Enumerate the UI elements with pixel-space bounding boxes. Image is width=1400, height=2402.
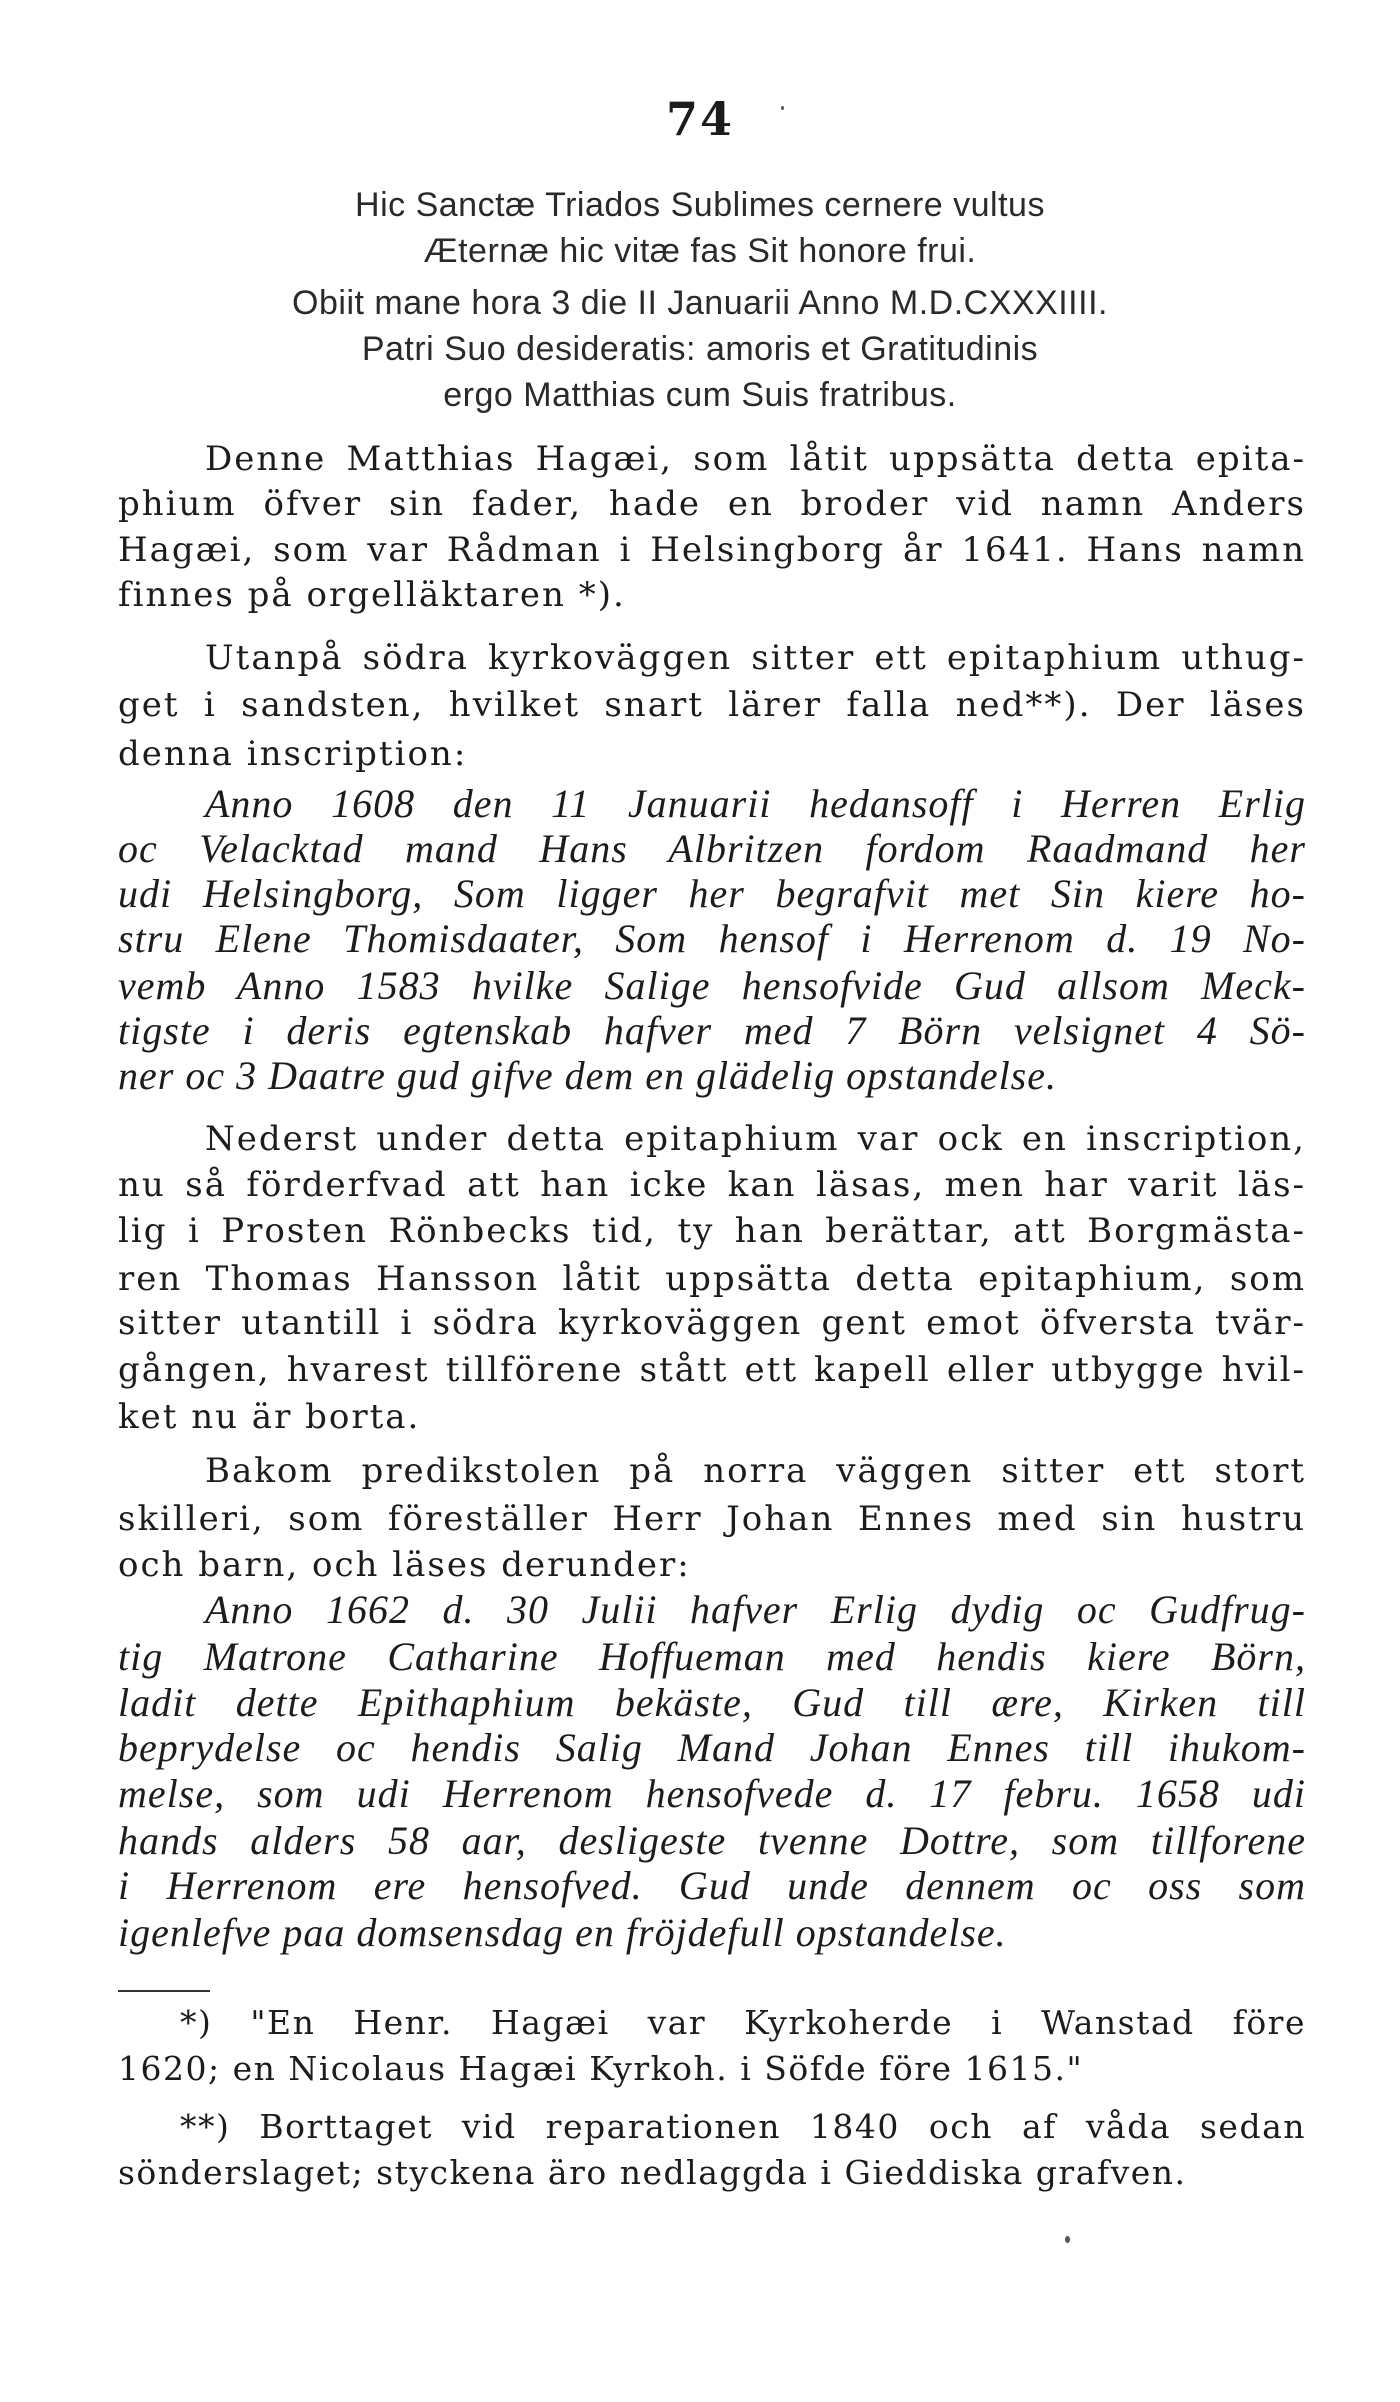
text-line: Denne Matthias Hagæi, som låtit uppsätta detta epita- <box>205 439 1306 479</box>
footnote-line: **) Borttaget vid reparationen 1840 och af våda sedan <box>180 2107 1306 2146</box>
inscription-line: Anno 1608 den 11 Januarii hedansoff i Herren Erlig <box>205 781 1306 826</box>
epitaph-line: Patri Suo desideratis: amoris et Gratitudinis <box>361 330 1039 368</box>
text-line: gången, hvarest tillförene stått ett kapell eller utbygge hvil- <box>118 1350 1306 1390</box>
text-line: och barn, och läses derunder: <box>118 1545 691 1585</box>
inscription-line: hands alders 58 aar, desligeste tvenne Dottre, som tillforene <box>118 1818 1306 1863</box>
inscription-line: igenlefve paa domsensdag en fröjdefull opstandelse. <box>118 1910 1007 1955</box>
text-line: phium öfver sin fader, hade en broder vid namn Anders <box>118 484 1306 524</box>
text-line: ren Thomas Hansson låtit uppsätta detta epitaphium, som <box>118 1259 1306 1299</box>
print-speck <box>1065 2236 1070 2243</box>
text-line: Bakom predikstolen på norra väggen sitter ett stort <box>205 1451 1306 1491</box>
footnote-line: sönderslaget; styckena äro nedlaggda i Gieddiska grafven. <box>118 2153 1187 2192</box>
inscription-line: stru Elene Thomisdaater, Som hensof i Herrenom d. 19 No- <box>118 916 1306 961</box>
text-line: Utanpå södra kyrkoväggen sitter ett epitaphium uthug- <box>205 638 1306 678</box>
text-line: Hagæi, som var Rådman i Helsingborg år 1641. Hans namn <box>118 530 1306 570</box>
inscription-line: ladit dette Epithaphium bekäste, Gud till ære, Kirken till <box>118 1680 1306 1725</box>
inscription-line: udi Helsingborg, Som ligger her begrafvit met Sin kiere ho- <box>118 871 1306 916</box>
inscription-line: i Herrenom ere hensofved. Gud unde dennem oc oss som <box>118 1863 1306 1908</box>
inscription-line: beprydelse oc hendis Salig Mand Johan Ennes till ihukom- <box>118 1725 1306 1770</box>
text-line: skilleri, som föreställer Herr Johan Ennes med sin hustru <box>118 1499 1306 1539</box>
inscription-line: Anno 1662 d. 30 Julii hafver Erlig dydig oc Gudfrug- <box>205 1587 1306 1632</box>
footnote-line: *) "En Henr. Hagæi var Kyrkoherde i Wanstad före <box>180 2003 1306 2042</box>
footnote-line: 1620; en Nicolaus Hagæi Kyrkoh. i Söfde före 1615." <box>118 2049 1084 2088</box>
epitaph-line: Hic Sanctæ Triados Sublimes cernere vultus <box>355 186 1045 224</box>
inscription-line: ner oc 3 Daatre gud gifve dem en glädelig opstandelse. <box>118 1053 1057 1098</box>
inscription-line: tigste i deris egtenskab hafver med 7 Börn velsignet 4 Sö- <box>118 1008 1306 1053</box>
print-speck <box>781 106 784 110</box>
inscription-line: tig Matrone Catharine Hoffueman med hendis kiere Börn, <box>118 1634 1306 1679</box>
inscription-line: oc Velacktad mand Hans Albritzen fordom Raadmand her <box>118 826 1306 871</box>
text-line: Nederst under detta epitaphium var ock en inscription, <box>205 1119 1306 1159</box>
text-line: denna inscription: <box>118 734 468 774</box>
text-line: finnes på orgelläktaren *). <box>118 575 626 615</box>
page-number: 74 <box>665 92 734 146</box>
inscription-line: vemb Anno 1583 hvilke Salige hensofvide Gud allsom Meck- <box>118 963 1306 1008</box>
footnote-divider <box>118 1990 210 1992</box>
text-line: nu så förderfvad att han icke kan läsas, men har varit läs- <box>118 1165 1306 1205</box>
text-line: lig i Prosten Rönbecks tid, ty han berättar, att Borgmästa- <box>118 1211 1306 1251</box>
epitaph-line: ergo Matthias cum Suis fratribus. <box>443 376 957 414</box>
text-line: get i sandsten, hvilket snart lärer falla ned**). Der läses <box>118 685 1306 725</box>
text-line: ket nu är borta. <box>118 1397 421 1437</box>
inscription-line: melse, som udi Herrenom hensofvede d. 17 febru. 1658 udi <box>118 1771 1306 1816</box>
epitaph-line: Æternæ hic vitæ fas Sit honore frui. <box>423 232 977 270</box>
text-line: sitter utantill i södra kyrkoväggen gent emot öfversta tvär- <box>118 1303 1306 1343</box>
epitaph-line: Obiit mane hora 3 die II Januarii Anno M.D.CXXXIIII. <box>292 284 1108 322</box>
